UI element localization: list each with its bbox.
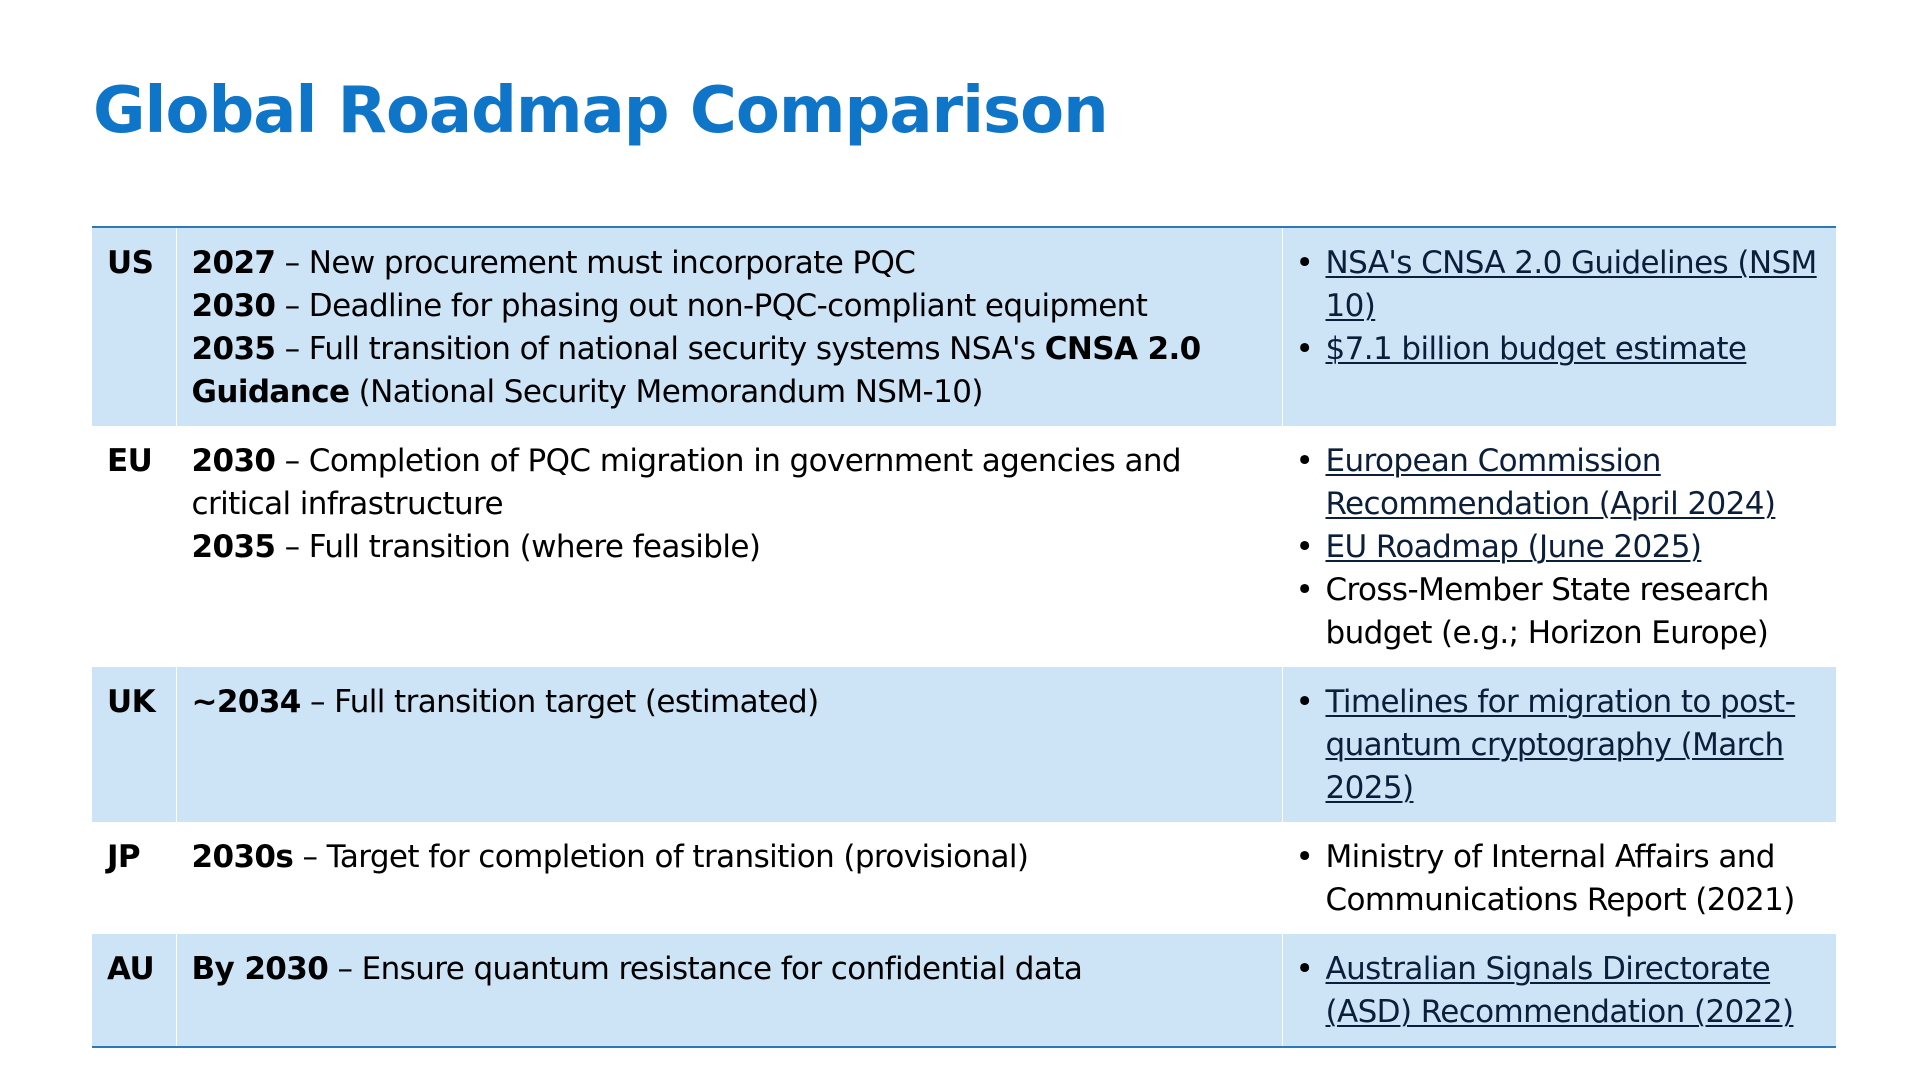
bullet-icon: • (1295, 245, 1314, 281)
timeline-text-tail: (National Security Memorandum NSM-10) (349, 374, 983, 410)
reference-item (1296, 526, 1829, 569)
timeline-text: – Full transition (where feasible) (275, 529, 761, 565)
timeline-cell (176, 934, 1282, 1047)
reference-link[interactable]: European Commission Recommendation (April 2024) (1325, 443, 1776, 522)
timeline-year: 2035 (191, 529, 276, 565)
reference-item (1296, 836, 1829, 922)
timeline-year: ~2034 (191, 684, 301, 720)
timeline-text: – Full transition target (estimated) (300, 684, 819, 720)
table-row-au (92, 934, 1836, 1047)
bullet-icon: • (1295, 839, 1314, 875)
timeline-entry (192, 836, 1267, 879)
references-cell (1282, 227, 1836, 426)
timeline-entry (192, 242, 1267, 285)
country-code: AU (92, 934, 176, 1047)
country-code: UK (92, 667, 176, 822)
bullet-icon: • (1295, 331, 1314, 367)
country-code: US (92, 227, 176, 426)
timeline-text: – Target for completion of transition (provisional) (293, 839, 1029, 875)
timeline-entry (192, 285, 1267, 328)
references-cell (1282, 822, 1836, 934)
country-code: EU (92, 426, 176, 667)
timeline-year: 2030 (191, 288, 276, 324)
references-cell (1282, 667, 1836, 822)
reference-item (1296, 681, 1829, 810)
table-row-eu (92, 426, 1836, 667)
slide-title: Global Roadmap Comparison (93, 74, 1108, 148)
reference-item (1296, 328, 1829, 371)
reference-text: Ministry of Internal Affairs and Communications Report (2021) (1325, 839, 1795, 918)
country-code: JP (92, 822, 176, 934)
timeline-text: – Completion of PQC migration in government agencies and critical infrastructure (191, 443, 1181, 522)
timeline-entry (192, 328, 1267, 414)
bullet-icon: • (1295, 951, 1314, 987)
timeline-cell (176, 822, 1282, 934)
bullet-icon: • (1295, 572, 1314, 608)
timeline-text: – New procurement must incorporate PQC (275, 245, 916, 281)
timeline-year: 2030s (191, 839, 294, 875)
timeline-entry (192, 526, 1267, 569)
timeline-entry (192, 440, 1267, 526)
reference-list (1296, 836, 1829, 922)
reference-list (1296, 948, 1829, 1034)
references-cell (1282, 934, 1836, 1047)
roadmap-table (92, 226, 1836, 1048)
timeline-year: By 2030 (191, 951, 329, 987)
reference-link[interactable]: EU Roadmap (June 2025) (1325, 529, 1702, 565)
reference-link[interactable]: Australian Signals Directorate (ASD) Recommendation (2022) (1325, 951, 1794, 1030)
table-row-uk (92, 667, 1836, 822)
bullet-icon: • (1295, 529, 1314, 565)
reference-link[interactable]: Timelines for migration to post-quantum cryptography (March 2025) (1325, 684, 1796, 806)
reference-link[interactable]: $7.1 billion budget estimate (1325, 331, 1747, 367)
timeline-text: – Ensure quantum resistance for confidential data (328, 951, 1083, 987)
reference-item (1296, 569, 1829, 655)
bullet-icon: • (1295, 443, 1314, 479)
reference-list (1296, 242, 1829, 371)
table-row-us (92, 227, 1836, 426)
timeline-year: 2035 (191, 331, 276, 367)
timeline-entry (192, 681, 1267, 724)
timeline-entry (192, 948, 1267, 991)
timeline-year: 2027 (191, 245, 276, 281)
reference-item (1296, 948, 1829, 1034)
timeline-cell (176, 426, 1282, 667)
reference-item (1296, 440, 1829, 526)
reference-item (1296, 242, 1829, 328)
reference-link[interactable]: NSA's CNSA 2.0 Guidelines (NSM 10) (1325, 245, 1817, 324)
timeline-cell (176, 227, 1282, 426)
timeline-year: 2030 (191, 443, 276, 479)
reference-list (1296, 440, 1829, 655)
bullet-icon: • (1295, 684, 1314, 720)
table-row-jp (92, 822, 1836, 934)
references-cell (1282, 426, 1836, 667)
reference-list (1296, 681, 1829, 810)
timeline-cell (176, 667, 1282, 822)
timeline-text: – Deadline for phasing out non-PQC-compliant equipment (275, 288, 1148, 324)
timeline-emphasis: CNSA 2.0 Guidance (191, 331, 1201, 410)
timeline-text: – Full transition of national security systems NSA's (275, 331, 1045, 367)
reference-text: Cross-Member State research budget (e.g.; Horizon Europe) (1325, 572, 1769, 651)
